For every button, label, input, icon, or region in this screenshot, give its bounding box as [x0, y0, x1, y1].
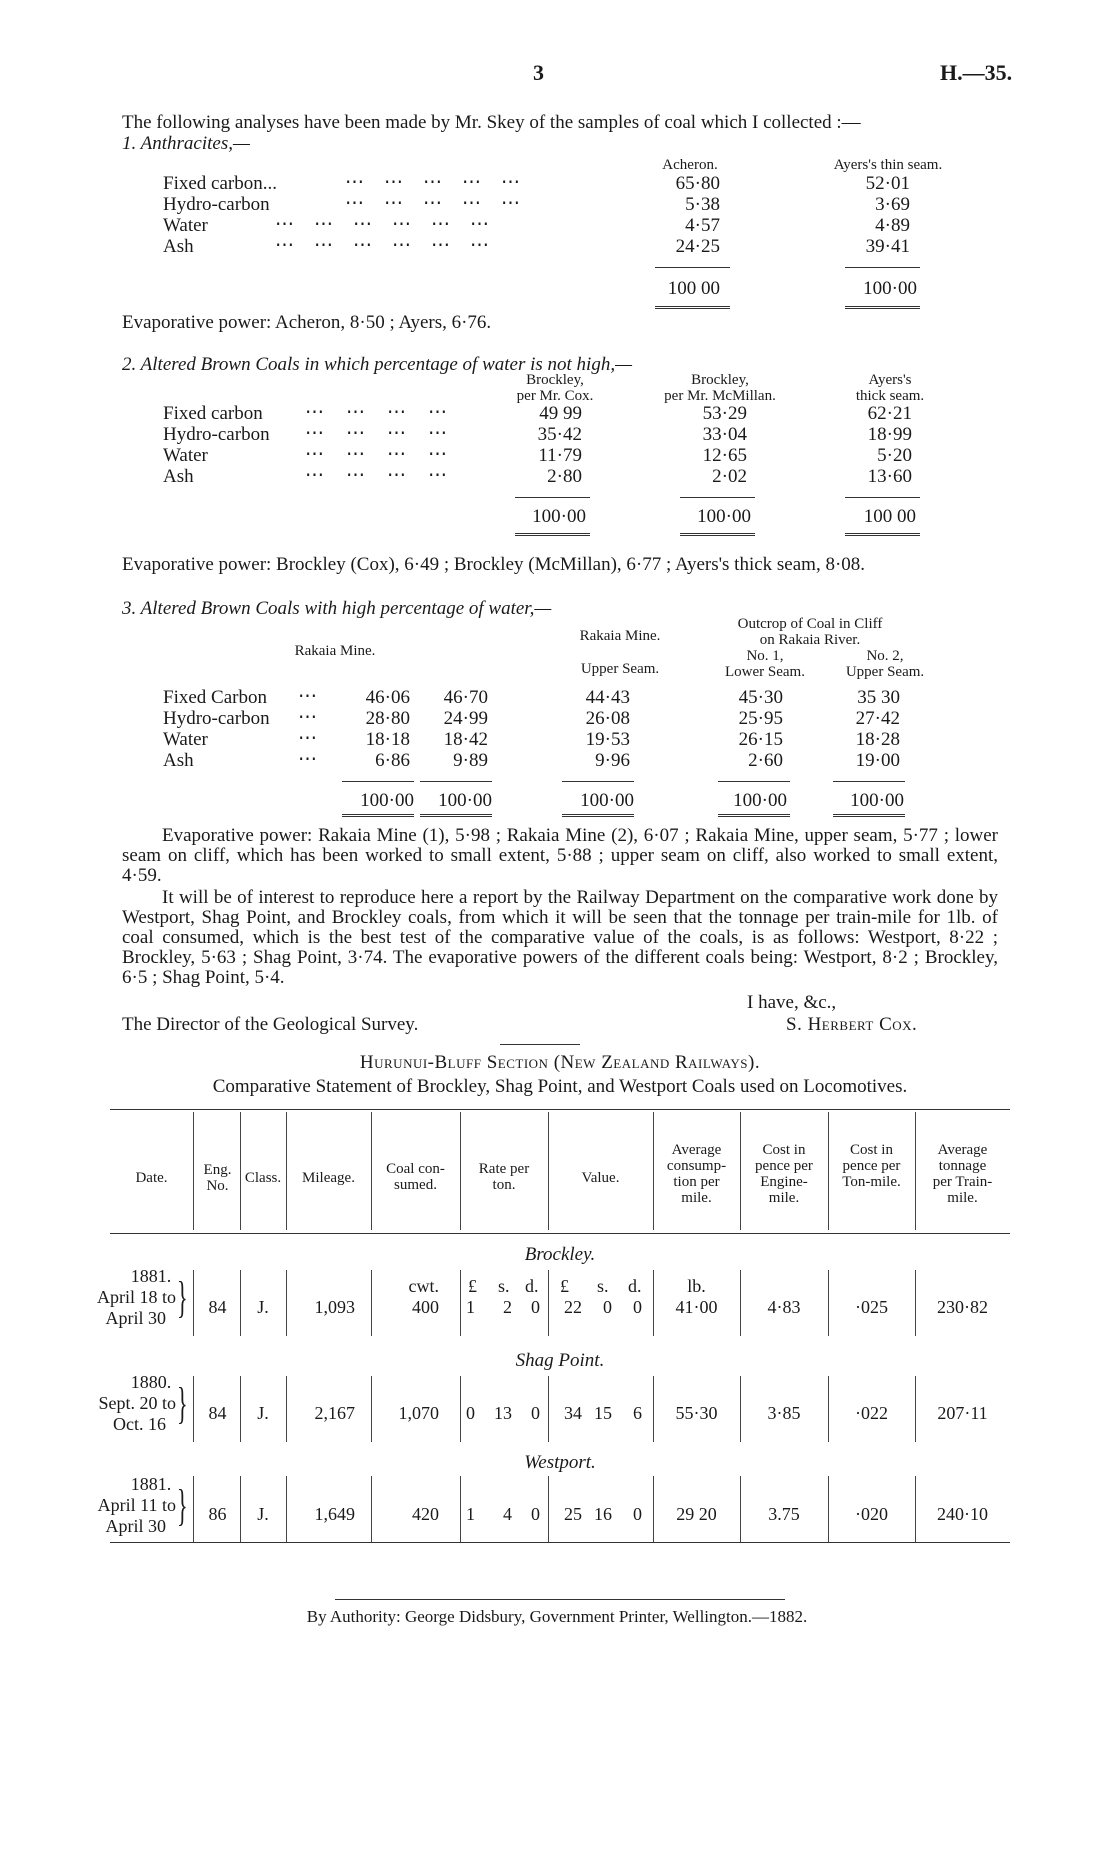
group-heading-shag-point: Shag Point. [515, 1350, 605, 1371]
sum-rule [833, 781, 905, 782]
sum-rule [342, 781, 414, 782]
table-rate-pound: 1 [466, 1504, 475, 1524]
footer-rule [335, 1599, 785, 1600]
section2-value: 53·29 [702, 403, 747, 424]
col-head-avg-consumption: Average consump- tion per mile. [666, 1142, 727, 1206]
section1-value: 39·41 [865, 236, 910, 257]
table-mileage: 1,649 [314, 1504, 355, 1524]
section3-value: 46·70 [443, 687, 488, 708]
col-head-cost-engine-mile: Cost in pence per Engine- mile. [755, 1142, 813, 1206]
table-mileage: 2,167 [314, 1403, 355, 1423]
evaporative-paragraph: Evaporative power: Rakaia Mine (1), 5·98 ; Rakaia Mine (2), 6·07 ; Rakaia Mine, upper seam, 5·77 ; lower seam on cliff, which has been worked to small extent, 5·88 ; upper seam on cliff, also worked to small extent, 4·59. [122, 825, 998, 886]
unit-cwt: cwt. [408, 1276, 439, 1296]
section3-total: 100·00 [360, 790, 414, 811]
total-rule [845, 533, 920, 536]
section3-value: 9·96 [595, 750, 630, 771]
intro-text: The following analyses have been made by Mr. Skey of the samples of coal which I collected :— [122, 112, 861, 133]
table-header-rule [110, 1233, 1010, 1234]
table-value-pence: 0 [633, 1297, 642, 1317]
table-rate-pence: 0 [531, 1297, 540, 1317]
total-rule [562, 814, 634, 817]
section3-value: 45·30 [738, 687, 783, 708]
table-coal: 400 [412, 1297, 439, 1317]
table-avg-consumption: 29 20 [676, 1504, 717, 1524]
section3-title: 3. Altered Brown Coals with high percentage of water,— [122, 598, 552, 619]
col-head-date: Date. [135, 1170, 168, 1186]
section1-row-label: Ash [163, 236, 194, 257]
section1-value: 52·01 [865, 173, 910, 194]
section2-head-brockley-mcmillan: Brockley, per Mr. McMillan. [664, 372, 776, 404]
section1-title: 1. Anthracites,— [122, 133, 250, 154]
addressee: The Director of the Geological Survey. [122, 1014, 419, 1035]
table-eng-no: 84 [208, 1403, 227, 1423]
table-rate-shillings: 4 [503, 1504, 512, 1524]
table-bottom-rule [110, 1542, 1010, 1543]
col-head-cost-ton-mile: Cost in pence per Ton-mile. [842, 1142, 901, 1190]
section3-total: 100·00 [438, 790, 492, 811]
sum-rule [718, 781, 790, 782]
railway-table-subtitle: Comparative Statement of Brockley, Shag Point, and Westport Coals used on Locomotives. [212, 1076, 908, 1097]
section2-value: 35·42 [537, 424, 582, 445]
section2-title: 2. Altered Brown Coals in which percentage of water is not high,— [122, 354, 632, 375]
section2-value: 12·65 [702, 445, 747, 466]
section3-value: 26·15 [738, 729, 783, 750]
section1-value: 4·89 [875, 215, 910, 236]
table-date-year: 1881. [130, 1266, 172, 1286]
col-head-mileage: Mileage. [302, 1170, 355, 1186]
section3-value: 28·80 [365, 708, 410, 729]
table-value-pence: 6 [633, 1403, 642, 1423]
section3-value: 27·42 [855, 708, 900, 729]
section2-evaporative: Evaporative power: Brockley (Cox), 6·49 ; Brockley (McMillan), 6·77 ; Ayers's thick seam, 8·08. [122, 554, 866, 575]
table-coal: 420 [412, 1504, 439, 1524]
table-cost-ton-mile: ·025 [855, 1297, 888, 1317]
railway-paragraph: It will be of interest to reproduce here a report by the Railway Department on the comparative work done by Westport, Shag Point, and Brockley coals, from which it will be seen that the tonnage per train-mile for 1lb. of coal consumed, which is the best test of the comparative value of the coals, is as follows: Westport, 8·22 ; Brockley, 5·63 ; Shag Point, 3·74. The evaporative powers of the different coals being: Westport, 8·2 ; Brockley, 6·5 ; Shag Point, 5·4. [122, 887, 998, 988]
section2-head-brockley-cox: Brockley, per Mr. Cox. [516, 372, 594, 404]
section3-value: 18·18 [365, 729, 410, 750]
unit-shillings: s. [597, 1276, 609, 1296]
table-cost-engine-mile: 4·83 [767, 1297, 801, 1317]
section1-head-ayers: Ayers's thin seam. [833, 157, 943, 173]
col-head-eng-no: Eng. No. [203, 1162, 232, 1194]
section1-value: 5·38 [685, 194, 720, 215]
section1-value: 65·80 [675, 173, 720, 194]
col-head-class: Class. [244, 1170, 282, 1186]
section3-row-label: Hydro-carbon [163, 708, 270, 729]
section1-row-label: Hydro-carbon [163, 194, 270, 215]
section3-row-label: Ash [163, 750, 194, 771]
section1-total: 100 00 [667, 278, 720, 299]
page-number: 3 [533, 60, 544, 85]
section2-row-label: Ash [163, 466, 194, 487]
sum-rule [680, 497, 755, 498]
section3-head-rakaia-2: Rakaia Mine. [579, 628, 661, 644]
table-eng-no: 86 [208, 1504, 227, 1524]
separator-rule [500, 1044, 580, 1045]
table-date-to: April 30 [105, 1516, 166, 1536]
table-date-to: April 30 [105, 1308, 166, 1328]
section1-value: 3·69 [875, 194, 910, 215]
section1-value: 4·57 [685, 215, 720, 236]
table-date-from: Sept. 20 to [98, 1393, 176, 1413]
section3-value: 19·00 [855, 750, 900, 771]
table-rate-pound: 0 [466, 1403, 475, 1423]
col-head-value: Value. [581, 1170, 620, 1186]
section3-value: 18·28 [855, 729, 900, 750]
table-avg-consumption: 55·30 [675, 1403, 718, 1423]
section2-value: 2·02 [712, 466, 747, 487]
table-top-rule [110, 1109, 1010, 1110]
sum-rule [655, 267, 730, 268]
section1-evaporative: Evaporative power: Acheron, 8·50 ; Ayers, 6·76. [122, 312, 492, 333]
group-heading-brockley: Brockley. [524, 1244, 596, 1265]
table-value-shillings: 15 [594, 1403, 612, 1423]
railway-section-title: Hurunui-Bluff Section (New Zealand Railways). [359, 1052, 761, 1073]
section3-row-label: Water [163, 729, 208, 750]
table-value-shillings: 16 [594, 1504, 612, 1524]
table-date-year: 1881. [130, 1474, 172, 1494]
table-value-pound: 34 [564, 1403, 582, 1423]
table-avg-tonnage: 230·82 [937, 1297, 988, 1317]
section2-row-label: Hydro-carbon [163, 424, 270, 445]
table-date-to: Oct. 16 [113, 1414, 166, 1434]
section2-head-ayers-thick: Ayers's thick seam. [855, 372, 925, 404]
section2-value: 2·80 [547, 466, 582, 487]
total-rule [718, 814, 790, 817]
section3-value: 25·95 [738, 708, 783, 729]
section3-head-outcrop: Outcrop of Coal in Cliff on Rakaia River. [737, 616, 883, 648]
table-value-pence: 0 [633, 1504, 642, 1524]
section2-value: 5·20 [877, 445, 912, 466]
table-value-pound: 22 [564, 1297, 582, 1317]
table-mileage: 1,093 [314, 1297, 355, 1317]
section3-value: 24·99 [443, 708, 488, 729]
total-rule [680, 533, 755, 536]
section1-row-label: Water [163, 215, 208, 236]
sum-rule [420, 781, 492, 782]
unit-pound: £ [468, 1276, 477, 1296]
signature: S. Herbert Cox. [786, 1014, 918, 1035]
section1-total: 100·00 [863, 278, 917, 299]
section2-value: 11·79 [538, 445, 582, 466]
section3-value: 46·06 [365, 687, 410, 708]
section3-value: 2·60 [748, 750, 783, 771]
section3-total: 100·00 [580, 790, 634, 811]
section2-value: 49 99 [539, 403, 582, 424]
brace: } [177, 1379, 188, 1428]
table-rate-pound: 1 [466, 1297, 475, 1317]
section3-value: 35 30 [857, 687, 900, 708]
section1-value: 24·25 [675, 236, 720, 257]
unit-pound: £ [560, 1276, 569, 1296]
sum-rule [515, 497, 590, 498]
section3-total: 100·00 [850, 790, 904, 811]
table-class: J. [257, 1403, 269, 1423]
total-rule [845, 306, 920, 309]
table-value-pound: 25 [564, 1504, 582, 1524]
table-eng-no: 84 [208, 1297, 227, 1317]
table-cost-ton-mile: ·022 [855, 1403, 888, 1423]
total-rule [833, 814, 905, 817]
document-reference: H.—35. [940, 60, 1013, 85]
section3-value: 9·89 [453, 750, 488, 771]
table-rate-shillings: 2 [503, 1297, 512, 1317]
group-heading-westport: Westport. [524, 1452, 596, 1473]
section3-head-no1: No. 1, Lower Seam. [725, 648, 805, 680]
section1-head-acheron: Acheron. [662, 157, 718, 173]
section3-head-upper-seam: Upper Seam. [580, 661, 660, 677]
table-date-year: 1880. [130, 1372, 172, 1392]
table-avg-consumption: 41·00 [675, 1297, 718, 1317]
section2-value: 13·60 [867, 466, 912, 487]
section2-total: 100·00 [697, 506, 751, 527]
section1-row-label: Fixed carbon... [163, 173, 277, 194]
sum-rule [845, 267, 920, 268]
table-avg-tonnage: 240·10 [937, 1504, 988, 1524]
col-head-rate: Rate per ton. [478, 1161, 530, 1193]
table-date-from: April 11 to [97, 1495, 176, 1515]
section2-total: 100·00 [532, 506, 586, 527]
section3-value: 19·53 [585, 729, 630, 750]
printer-imprint: By Authority: George Didsbury, Government Printer, Wellington.—1882. [306, 1607, 808, 1626]
table-rate-shillings: 13 [494, 1403, 512, 1423]
table-cost-engine-mile: 3.75 [768, 1504, 800, 1524]
table-rate-pence: 0 [531, 1504, 540, 1524]
total-rule [515, 533, 590, 536]
closing-text: I have, &c., [747, 992, 837, 1013]
table-cost-ton-mile: ·020 [855, 1504, 888, 1524]
col-head-avg-tonnage: Average tonnage per Train- mile. [932, 1142, 993, 1206]
section3-value: 18·42 [443, 729, 488, 750]
section3-value: 44·43 [585, 687, 630, 708]
section2-total: 100 00 [863, 506, 916, 527]
unit-shillings: s. [498, 1276, 510, 1296]
table-class: J. [257, 1297, 269, 1317]
total-rule [342, 814, 414, 817]
table-coal: 1,070 [398, 1403, 439, 1423]
section3-value: 26·08 [585, 708, 630, 729]
col-head-coal-consumed: Coal con- sumed. [386, 1161, 445, 1193]
brace: } [177, 1273, 188, 1322]
unit-lb: lb. [687, 1276, 706, 1296]
table-value-shillings: 0 [603, 1297, 612, 1317]
sum-rule [562, 781, 634, 782]
section3-row-label: Fixed Carbon [163, 687, 267, 708]
table-rate-pence: 0 [531, 1403, 540, 1423]
total-rule [420, 814, 492, 817]
table-avg-tonnage: 207·11 [937, 1403, 988, 1423]
sum-rule [845, 497, 920, 498]
unit-pence: d. [628, 1276, 642, 1296]
section2-row-label: Water [163, 445, 208, 466]
section3-head-no2: No. 2, Upper Seam. [845, 648, 925, 680]
brace: } [177, 1481, 188, 1530]
section2-value: 62·21 [867, 403, 912, 424]
section2-row-label: Fixed carbon [163, 403, 263, 424]
section2-value: 33·04 [702, 424, 747, 445]
table-date-from: April 18 to [97, 1287, 176, 1307]
total-rule [655, 306, 730, 309]
section2-value: 18·99 [867, 424, 912, 445]
table-class: J. [257, 1504, 269, 1524]
section3-head-rakaia: Rakaia Mine. [294, 643, 376, 659]
section3-total: 100·00 [733, 790, 787, 811]
table-cost-engine-mile: 3·85 [767, 1403, 801, 1423]
unit-pence: d. [525, 1276, 539, 1296]
section3-value: 6·86 [375, 750, 410, 771]
